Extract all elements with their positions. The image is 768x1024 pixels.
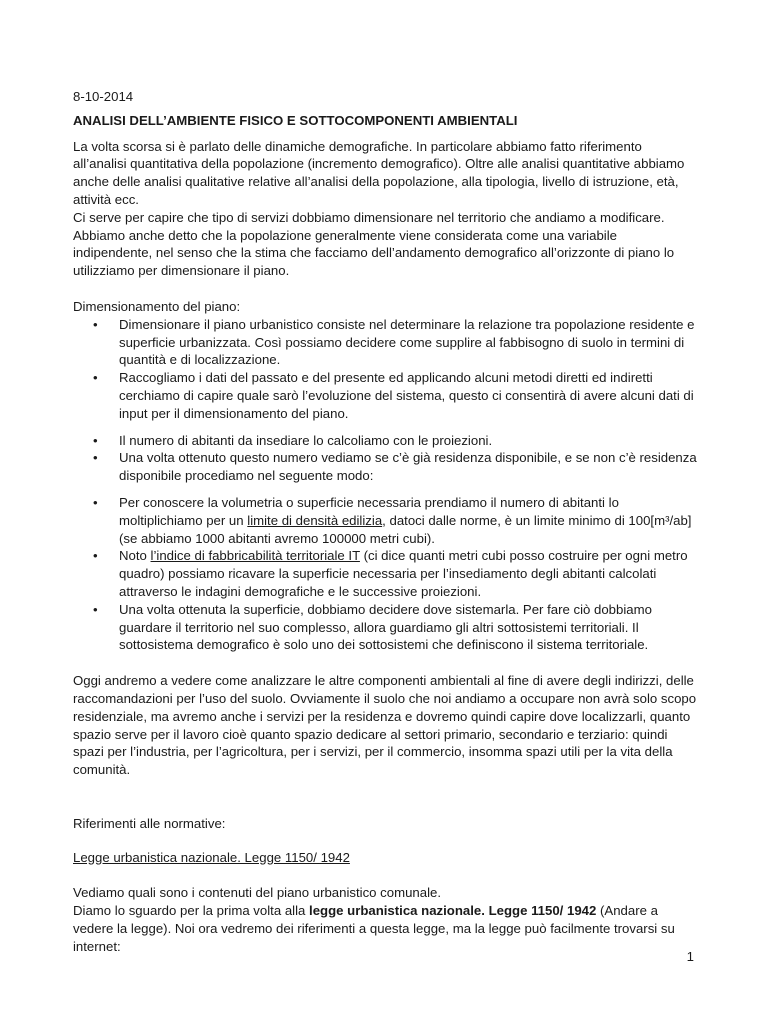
legge-heading	[73, 849, 698, 867]
list-item-text: (ci dice quanti metri cubi posso costruire per ogni metro quadro) possiamo ricavare la superficie necessaria per l’insediamento degli abitanti calcolati attraverso le indagini demografiche e le successive proiezioni.	[119, 548, 688, 599]
page-number: 1	[686, 949, 694, 964]
bullet-list-3	[73, 494, 698, 654]
document-body	[73, 88, 698, 956]
intro-paragraph-2: Ci serve per capire che tipo di servizi dobbiamo dimensionare nel territorio che andiamo a modificare.	[73, 209, 665, 225]
legge-heading-text: Legge urbanistica nazionale. Legge 1150/ 1942	[73, 849, 350, 865]
list-item	[73, 547, 698, 600]
closing-paragraph-1: Vediamo quali sono i contenuti del piano urbanistico comunale.	[73, 885, 442, 901]
intro-paragraph-1: La volta scorsa si è parlato delle dinamiche demografiche. In particolare abbiamo fatto riferimento all’analisi quantitativa della popolazione (incremento demografico). Oltre alle analisi quantitative abbiamo anche delle analisi qualitative relative all’analisi della popolazione, alla tipologia, livello di istruzione, età, attività ecc.	[73, 138, 685, 207]
list-item: • Il numero di abitanti da insediare lo calcoliamo con le proiezioni.	[73, 432, 698, 450]
list-item: • Dimensionare il piano urbanistico consiste nel determinare la relazione tra popolazione residente e superficie urbanizzata. Così possiamo decidere come supplire al fabbisogno di suolo in termini di quantità e di localizzazione.	[73, 316, 698, 369]
oggi-paragraph: Oggi andremo a vedere come analizzare le altre componenti ambientali al fine di avere degli indirizzi, delle raccomandazioni per l’uso del suolo. Ovviamente il suolo che noi andiamo a occupare non avrà solo scopo residenziale, ma avremo anche i servizi per la residenza e dovremo quindi capire dove localizzarli, quanto spazio serve per il lavoro cioè quanto spazio dedicare al settori primario, secondario e terziario: quindi spazi per l’industria, per l’agricoltura, per i servizi, per il commercio, insomma spazi utili per la vita della comunità.	[73, 673, 697, 778]
list-item: • Una volta ottenuto questo numero vediamo se c’è già residenza disponibile, e se non c’è residenza disponibile procediamo nel seguente modo:	[73, 449, 698, 485]
dimensionamento-heading: Dimensionamento del piano:	[73, 298, 241, 314]
density-limit-term: limite di densità edilizia	[247, 512, 383, 528]
closing-text: Diamo lo sguardo per la prima volta alla	[73, 903, 310, 919]
bullet-list-2	[73, 432, 698, 485]
closing-paragraph-2	[73, 902, 698, 955]
legge-bold-reference: legge urbanistica nazionale. Legge 1150/ 1942	[309, 903, 597, 919]
document-title: ANALISI DELL’AMBIENTE FISICO E SOTTOCOMPONENTI AMBIENTALI	[73, 112, 518, 128]
building-index-term: l’indice di fabbricabilità territoriale IT	[150, 548, 360, 564]
bullet-list-1	[73, 316, 698, 423]
riferimenti-heading: Riferimenti alle normative:	[73, 815, 226, 831]
list-item-text: Noto	[119, 548, 151, 564]
intro-paragraph-3: Abbiamo anche detto che la popolazione generalmente viene considerata come una variabile indipendente, nel senso che la stima che facciamo dell’andamento demografico all’orizzonte di piano lo utilizziamo per dimensionare il piano.	[73, 227, 675, 279]
document-date: 8-10-2014	[73, 89, 134, 104]
list-item	[73, 494, 698, 547]
list-item-text: Per conoscere la volumetria o superficie necessaria prendiamo il numero di abitanti lo moltiplichiamo per un	[119, 494, 619, 528]
list-item-text: , datoci dalle norme, è un limite minimo di 100[m³/ab] (se abbiamo 1000 abitanti avremo 100000 metri cubi).	[119, 512, 692, 546]
list-item: • Raccogliamo i dati del passato e del presente ed applicando alcuni metodi diretti ed indiretti cerchiamo di capire quale sarò l’evoluzione del sistema, questo ci consentirà di avere alcuni dati di input per il dimensionamento del piano.	[73, 369, 698, 422]
list-item: • Una volta ottenuta la superficie, dobbiamo decidere dove sistemarla. Per fare ciò dobbiamo guardare il territorio nel suo complesso, allora guardiamo gli altri sottosistemi territoriali. Il sottosistema demografico è solo uno dei sottosistemi che definiscono il sistema territoriale.	[73, 601, 698, 654]
closing-text: (Andare a vedere la legge). Noi ora vedremo dei riferimenti a questa legge, ma la legge può facilmente trovarsi su internet:	[73, 903, 675, 954]
